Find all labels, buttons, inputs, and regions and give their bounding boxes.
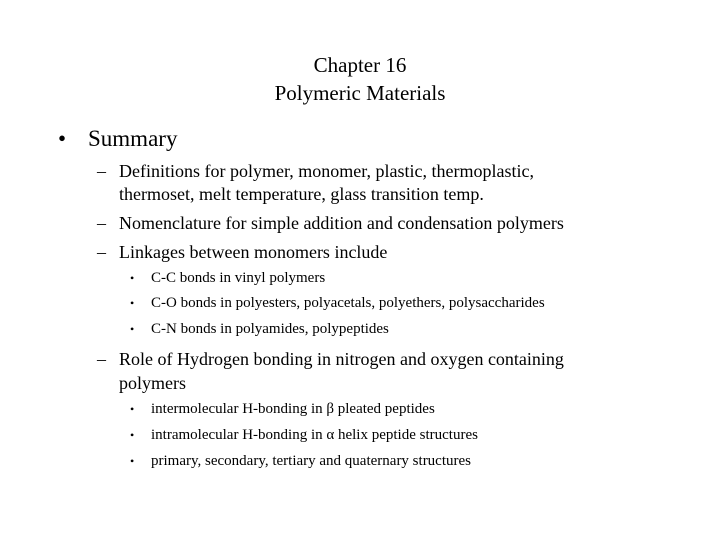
list-item-text: thermoset, melt temperature, glass transition temp. — [119, 184, 484, 204]
sub-item-text: C-C bonds in vinyl polymers — [151, 270, 326, 286]
list-item-text: Role of Hydrogen bonding in nitrogen and oxygen containing — [119, 349, 564, 369]
dash-marker: – — [97, 349, 106, 369]
bullet-marker: • — [58, 126, 67, 151]
list-item-text: Definitions for polymer, monomer, plastic, thermoplastic, — [119, 161, 534, 181]
bullet-marker: • — [130, 428, 135, 442]
sub-item-text: C-N bonds in polyamides, polypeptides — [151, 321, 389, 337]
sub-item-text: intermolecular H-bonding in β pleated peptides — [151, 401, 435, 417]
title-line-2: Polymeric Materials — [274, 81, 446, 105]
sub-item-text: C-O bonds in polyesters, polyacetals, polyethers, polysaccharides — [151, 295, 545, 311]
bullet-marker: • — [130, 454, 135, 468]
list-item-text: polymers — [119, 373, 186, 393]
list-item-text: Linkages between monomers include — [119, 242, 388, 262]
bullet-marker: • — [130, 402, 135, 416]
bullet-marker: • — [130, 322, 135, 336]
summary-label: Summary — [88, 126, 178, 151]
slide-title — [0, 51, 720, 107]
sub-item-text: primary, secondary, tertiary and quaternary structures — [151, 453, 472, 469]
list-item-text: Nomenclature for simple addition and condensation polymers — [119, 213, 564, 233]
title-line-1: Chapter 16 — [313, 53, 407, 77]
dash-marker: – — [97, 213, 106, 233]
bullet-marker: • — [130, 271, 135, 285]
dash-marker: – — [97, 161, 106, 181]
bullet-marker: • — [130, 296, 135, 310]
sub-item-text: intramolecular H-bonding in α helix peptide structures — [151, 427, 478, 443]
dash-marker: – — [97, 242, 106, 262]
